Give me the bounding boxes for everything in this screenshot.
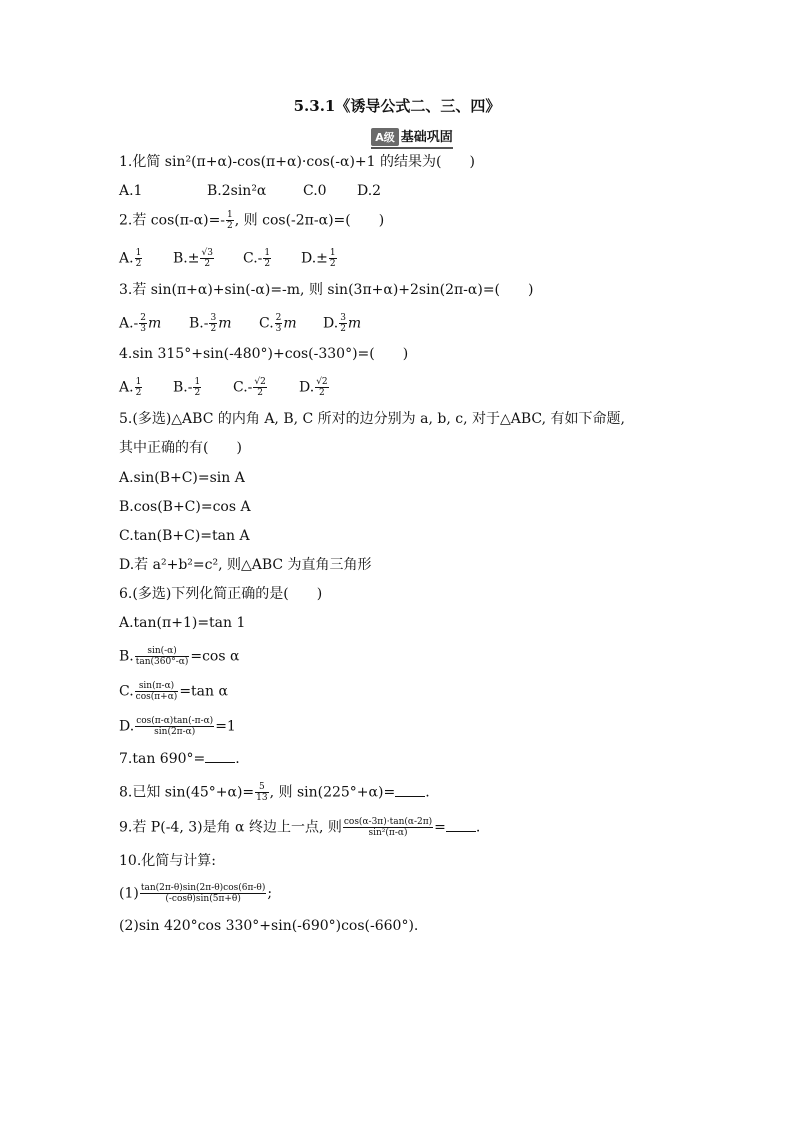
q2-option-b [173,248,243,269]
q2-stem-post: , 则 cos(-2π-α)=( ) [234,212,385,229]
question-6-stem: 6.(多选)下列化简正确的是( ) [119,586,323,602]
q3-a-post: m [148,315,162,332]
q6-option-d [119,716,236,736]
q2-d-frac [329,248,337,269]
q3-c-post: m [283,315,297,332]
q3-a-den: 3 [140,324,147,334]
q4-c-frac [253,377,266,398]
q3-d-post: m [347,315,362,332]
q3-a-num: 2 [140,313,147,323]
q4-option-b [173,377,233,398]
question-9 [119,817,480,837]
q4-d-pre: D. [299,379,315,396]
question-4-options [119,377,330,397]
question-1-options [119,181,381,201]
q3-a-frac [139,313,147,334]
q6-b-frac [135,646,190,667]
question-10-stem: 10.化简与计算: [119,853,216,869]
q6-c-frac [135,681,179,702]
q4-a-pre: A. [119,379,134,396]
q3-b-den: 2 [210,324,217,334]
q3-c-pre: C. [259,315,274,332]
q4-a-frac [135,377,143,398]
q6-option-b [119,646,239,666]
q6-c-pre: C. [119,683,134,700]
q3-a-pre: A.- [119,315,139,332]
q4-b-pre: B.- [173,379,193,396]
q3-option-c [259,313,323,334]
q3-b-num: 3 [210,313,217,323]
q4-option-a [119,377,173,398]
q7-answer-blank [205,750,235,763]
q3-b-frac [209,313,217,334]
q3-c-frac [275,313,283,334]
q4-option-d [299,377,330,398]
q3-c-den: 3 [275,324,282,334]
question-2-options [119,248,338,268]
q3-d-frac [339,313,347,334]
q8-num: 5 [255,782,268,793]
q4-a-num: 1 [135,377,142,387]
q4-c-pre: C.- [233,379,253,396]
q2-c-num: 1 [264,248,271,258]
q2-c-frac [263,248,271,269]
q10-p1-num: tan(2π-θ)sin(2π-θ)cos(6π-θ) [140,883,266,893]
q3-d-pre: D. [323,315,339,332]
q8-den: 13 [256,793,268,803]
q5-option-c: C.tan(B+C)=tan A [119,528,250,544]
q4-b-den: 2 [194,388,201,398]
q6-b-num: sin(-α) [135,646,190,657]
q4-b-num: 1 [194,377,201,387]
q1-option-b: B.2sin²α [207,183,267,199]
q4-option-c [233,377,299,398]
q2-a-num: 1 [135,248,142,258]
q6-d-pre: D. [119,718,135,735]
q2-d-den: 2 [329,259,336,269]
q8-pre: 8.已知 sin(45°+α)= [119,784,255,801]
question-4-stem: 4.sin 315°+sin(-480°)+cos(-330°)=( ) [119,346,409,362]
q10-part-2: (2)sin 420°cos 330°+sin(-690°)cos(-660°). [119,918,419,934]
q6-d-num: cos(π-α)tan(-π-α) [136,716,214,726]
q2-b-pre: B.± [173,250,200,267]
q6-b-den: tan(360°-α) [135,657,189,667]
q5-option-a: A.sin(B+C)=sin A [119,470,245,486]
question-8 [119,782,430,802]
q2-d-pre: D.± [301,250,328,267]
q2-option-c [243,248,301,269]
q3-d-num: 3 [340,313,346,323]
q1-option-a: A.1 [119,183,143,199]
question-1-stem: 1.化简 sin²(π+α)-cos(π+α)·cos(-α)+1 的结果为( ) [119,154,475,170]
q6-b-post: =cos α [190,648,240,665]
q4-a-den: 2 [135,388,142,398]
q2-b-frac [200,248,213,269]
q3-option-a [119,313,189,334]
q4-d-num: √2 [316,377,328,387]
question-2-stem [119,210,384,230]
q9-post: . [475,819,481,836]
q2-c-den: 2 [264,259,271,269]
q10-part-1 [119,883,272,903]
q7-post: . [235,751,240,767]
q6-c-post: =tan α [179,683,228,700]
q2-a-pre: A. [119,250,134,267]
q9-mid: = [434,819,446,836]
q2-d-num: 1 [329,248,336,258]
q3-option-d [323,313,361,334]
q9-answer-blank [446,819,476,832]
q9-pre: 9.若 P(-4, 3)是角 α 终边上一点, 则 [119,819,342,836]
q2-fraction [226,210,234,231]
q2-b-num: √3 [201,248,213,258]
q2-option-a [119,248,173,269]
q2-frac-den: 2 [227,221,233,231]
q6-option-c [119,681,228,701]
q9-frac [343,817,433,838]
q8-frac [255,782,268,803]
q9-num: cos(α-3π)·tan(α-2π) [343,817,433,827]
q3-b-pre: B.- [189,315,209,332]
q2-frac-num: 1 [227,210,233,220]
q5-option-d: D.若 a²+b²=c², 则△ABC 为直角三角形 [119,557,372,573]
q2-b-den: 2 [204,259,211,269]
question-5-stem-line-2: 其中正确的有( ) [119,440,242,456]
q8-mid: , 则 sin(225°+α)= [269,784,396,801]
q2-option-d [301,248,338,269]
question-3-options [119,313,361,333]
q2-a-frac [135,248,143,269]
q8-post: . [425,784,430,801]
q7-pre: 7.tan 690°= [119,751,206,767]
q3-d-den: 2 [340,324,346,334]
q6-b-pre: B. [119,648,134,665]
q4-d-den: 2 [319,388,325,398]
q6-c-num: sin(π-α) [135,681,179,692]
q6-c-den: cos(π+α) [135,692,178,702]
q8-answer-blank [395,784,425,797]
level-badge: A级 [371,128,399,146]
q1-option-c: C.0 [303,183,327,199]
question-7 [119,749,240,769]
q1-option-d: D.2 [357,183,382,199]
q6-d-frac [135,716,214,737]
q10-p1-post: ; [267,885,273,902]
q10-p1-frac [140,883,267,904]
q4-c-num: √2 [254,377,266,387]
q3-b-post: m [218,315,232,332]
q6-d-post: =1 [215,718,236,735]
q2-stem-pre: 2.若 cos(π-α)=- [119,212,226,229]
q10-p1-pre: (1) [119,885,139,902]
q10-p1-den: (-cosθ)sin(5π+θ) [165,894,241,904]
level-header [0,126,794,149]
q4-d-frac [315,377,328,398]
q4-b-frac [193,377,201,398]
q2-c-pre: C.- [243,250,263,267]
q9-den: sin²(π-α) [368,828,408,838]
q3-c-num: 2 [275,313,282,323]
q3-option-b [189,313,259,334]
page-title: 5.3.1《诱导公式二、三、四》 [293,97,501,115]
question-3-stem: 3.若 sin(π+α)+sin(-α)=-m, 则 sin(3π+α)+2sin(2π-α)=( ) [119,282,534,298]
q5-option-b: B.cos(B+C)=cos A [119,499,251,515]
q4-c-den: 2 [257,388,263,398]
q6-d-den: sin(2π-α) [154,727,196,737]
level-text: 基础巩固 [400,130,453,145]
q2-a-den: 2 [135,259,142,269]
q6-option-a: A.tan(π+1)=tan 1 [119,615,246,631]
question-5-stem-line-1: 5.(多选)△ABC 的内角 A, B, C 所对的边分别为 a, b, c, 对于△ABC, 有如下命题, [119,411,625,427]
